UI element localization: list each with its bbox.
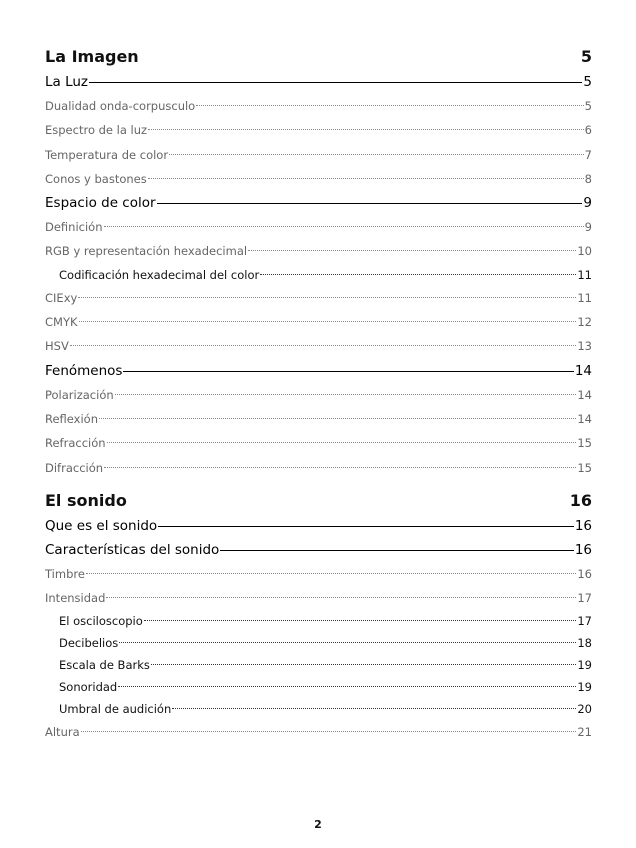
toc-leader — [104, 467, 576, 468]
toc-entry-title: Que es el sonido — [45, 517, 158, 534]
toc-entry-level-3[interactable] — [45, 586, 592, 610]
toc-entry-level-3[interactable] — [45, 215, 592, 239]
toc-entry-title: Difracción — [45, 460, 104, 475]
toc-entry-level-2[interactable] — [45, 538, 592, 562]
toc-entry-level-3[interactable] — [45, 456, 592, 480]
toc-leader — [196, 105, 583, 106]
toc-entry-level-4[interactable] — [45, 654, 592, 676]
toc-leader — [89, 82, 582, 83]
toc-entry-page: 7 — [584, 147, 592, 162]
toc-entry-title: Reflexión — [45, 411, 98, 426]
toc-leader — [104, 226, 584, 227]
toc-leader — [220, 550, 574, 551]
toc-entry-page: 15 — [577, 460, 592, 475]
toc-entry-title: Sonoridad — [59, 680, 118, 695]
toc-entry-level-3[interactable] — [45, 143, 592, 167]
toc-entry-level-3[interactable] — [45, 383, 592, 407]
toc-entry-page: 10 — [577, 244, 592, 259]
toc-entry-page: 19 — [577, 658, 592, 673]
toc-leader — [78, 297, 576, 298]
toc-entry-page: 5 — [584, 99, 592, 113]
toc-entry-page: 16 — [577, 566, 592, 581]
toc-entry-page: 16 — [574, 541, 592, 558]
toc-entry-level-1[interactable] — [45, 488, 592, 514]
toc-entry-level-3[interactable] — [45, 239, 592, 263]
toc-entry-title: La Luz — [45, 74, 89, 90]
toc-entry-page: 17 — [577, 591, 592, 606]
toc-entry-title: Intensidad — [45, 591, 106, 606]
toc-leader — [81, 731, 577, 732]
toc-leader — [157, 203, 583, 204]
toc-leader — [148, 178, 584, 179]
toc-entry-title: RGB y representación hexadecimal — [45, 244, 248, 259]
toc-entry-page: 13 — [577, 339, 592, 354]
toc-entry-page: 5 — [580, 47, 592, 66]
toc-entry-level-3[interactable] — [45, 720, 592, 744]
toc-entry-title: Decibelios — [59, 636, 119, 651]
toc-entry-title: El sonido — [45, 490, 127, 510]
toc-entry-title: Definición — [45, 220, 103, 235]
toc-entry-title: Conos y bastones — [45, 171, 147, 186]
toc-entry-level-1[interactable] — [45, 44, 592, 70]
toc-entry-page: 15 — [577, 436, 592, 451]
toc-entry-page: 17 — [577, 614, 592, 629]
toc-leader — [86, 573, 576, 574]
toc-leader — [172, 708, 576, 709]
toc-leader — [148, 129, 584, 130]
toc-entry-title: Escala de Barks — [59, 658, 150, 673]
toc-entry-level-3[interactable] — [45, 562, 592, 586]
toc-leader — [106, 597, 576, 598]
toc-entry-title: Fenómenos — [45, 362, 123, 379]
toc-entry-level-4[interactable] — [45, 264, 592, 286]
toc-leader — [151, 664, 576, 665]
toc-entry-title: Umbral de audición — [59, 702, 172, 717]
toc-leader — [144, 620, 577, 621]
toc-entry-page: 6 — [584, 123, 592, 138]
toc-entry-page: 16 — [569, 490, 592, 510]
toc-entry-level-3[interactable] — [45, 334, 592, 358]
toc-leader — [99, 418, 576, 419]
toc-entry-title: Timbre — [45, 566, 85, 581]
toc-entry-title: HSV — [45, 339, 69, 354]
toc-entry-title: Espacio de color — [45, 195, 156, 212]
toc-entry-level-3[interactable] — [45, 118, 592, 142]
toc-entry-level-4[interactable] — [45, 610, 592, 632]
toc-entry-page: 12 — [577, 315, 592, 330]
toc-entry-title: Altura — [45, 725, 80, 740]
toc-entry-title: CIExy — [45, 290, 78, 305]
toc-entry-title: Espectro de la luz — [45, 123, 148, 138]
toc-entry-level-3[interactable] — [45, 94, 592, 118]
toc-entry-title: CMYK — [45, 315, 78, 330]
toc-leader — [260, 274, 576, 275]
toc-leader — [107, 442, 577, 443]
toc-entry-level-4[interactable] — [45, 632, 592, 654]
toc-leader — [118, 686, 576, 687]
toc-entry-level-2[interactable] — [45, 191, 592, 215]
toc-entry-page: 18 — [577, 636, 592, 651]
toc-entry-title: Codificación hexadecimal del color — [59, 267, 260, 282]
toc-entry-page: 5 — [583, 74, 592, 90]
toc-entry-page: 14 — [577, 411, 592, 426]
toc-entry-page: 14 — [577, 387, 592, 402]
toc-entry-page: 9 — [584, 220, 592, 235]
toc-entry-level-2[interactable] — [45, 514, 592, 538]
toc-leader — [119, 642, 576, 643]
toc-entry-level-3[interactable] — [45, 167, 592, 191]
toc-entry-level-4[interactable] — [45, 698, 592, 720]
toc-entry-level-4[interactable] — [45, 676, 592, 698]
toc-entry-level-2[interactable] — [45, 359, 592, 383]
toc-entry-title: Características del sonido — [45, 541, 220, 558]
table-of-contents — [45, 36, 592, 745]
toc-entry-page: 11 — [577, 267, 592, 282]
toc-entry-page: 20 — [577, 702, 592, 717]
toc-entry-page: 14 — [574, 362, 592, 379]
toc-entry-page: 8 — [584, 171, 592, 186]
toc-entry-title: El osciloscopio — [59, 614, 143, 629]
toc-entry-title: Refracción — [45, 436, 106, 451]
toc-entry-page: 16 — [574, 517, 592, 534]
toc-entry-level-2[interactable] — [45, 70, 592, 94]
toc-entry-level-3[interactable] — [45, 407, 592, 431]
toc-leader — [123, 371, 573, 372]
toc-entry-title: La Imagen — [45, 47, 139, 66]
toc-entry-title: Polarización — [45, 387, 114, 402]
toc-entry-page: 9 — [583, 195, 592, 212]
toc-entry-title: Temperatura de color — [45, 147, 169, 162]
toc-leader — [158, 526, 574, 527]
toc-entry-level-3[interactable] — [45, 286, 592, 310]
toc-leader — [248, 250, 576, 251]
toc-entry-title: Dualidad onda-corpusculo — [45, 99, 196, 113]
toc-entry-page: 21 — [577, 725, 592, 740]
toc-entry-page: 11 — [577, 290, 592, 305]
toc-leader — [169, 154, 584, 155]
toc-entry-page: 19 — [577, 680, 592, 695]
toc-leader — [115, 394, 577, 395]
page-number: 2 — [314, 818, 322, 831]
toc-entry-level-3[interactable] — [45, 310, 592, 334]
toc-leader — [79, 321, 577, 322]
toc-leader — [70, 345, 577, 346]
toc-entry-level-3[interactable] — [45, 431, 592, 455]
